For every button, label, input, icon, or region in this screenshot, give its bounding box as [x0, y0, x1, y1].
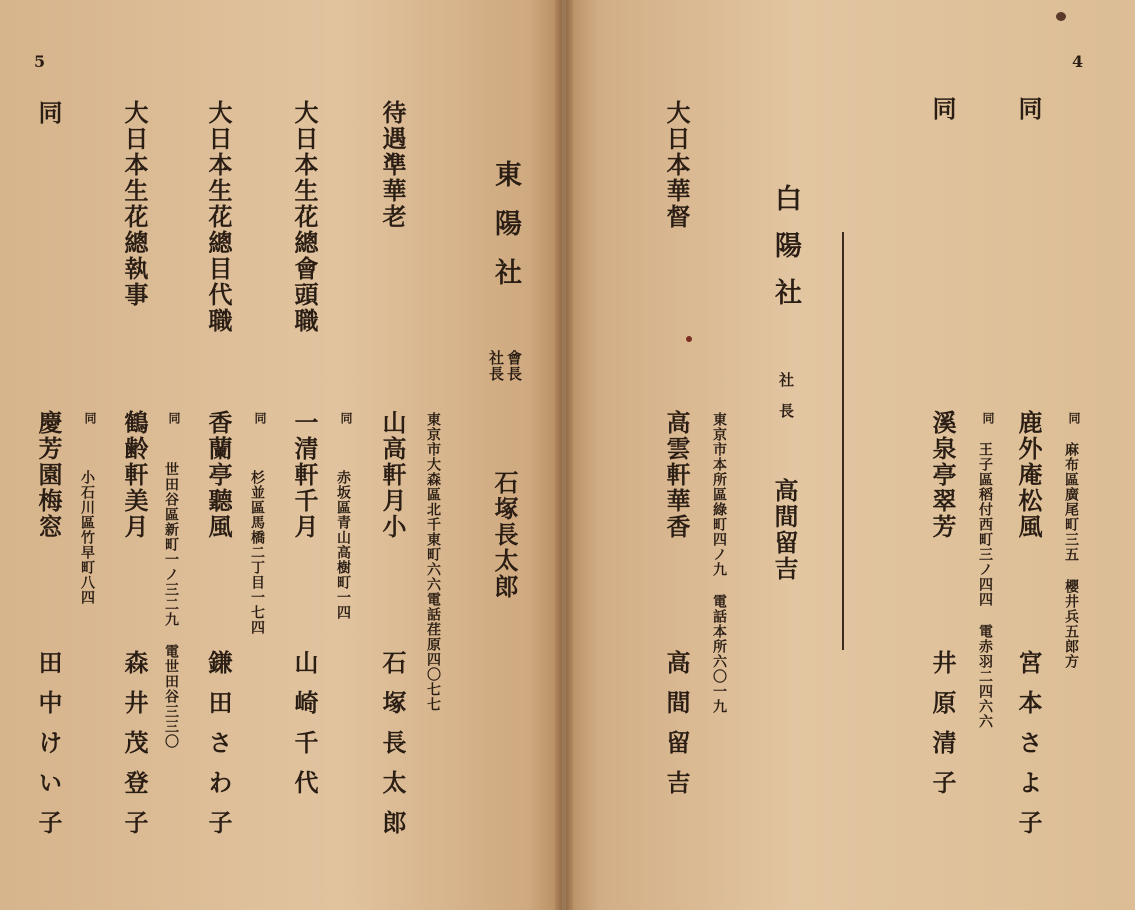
entry-kouran-name: 香蘭亭聽風: [204, 410, 233, 540]
hakuyou-sha-title: 白陽社: [770, 184, 801, 325]
entry-rokugai-real: 宮本さよ子: [1014, 650, 1043, 850]
entry-dou-4: 同: [167, 412, 181, 424]
entry-keisen-name: 溪泉亭翠芳: [928, 410, 957, 540]
entry-dou-a: 同: [1014, 96, 1043, 122]
address-suginami: 杉並區馬橋二丁目一七四: [249, 470, 265, 635]
title-taigu: 待遇準華老: [378, 100, 407, 230]
entry-issei-real: 山崎千代: [290, 650, 319, 810]
title-exec: 大日本生花總執事: [120, 100, 149, 308]
stain-spot: [1056, 12, 1066, 21]
title-mokudai: 大日本生花總目代職: [204, 100, 233, 334]
touyou-president: 石塚長太郎: [490, 470, 519, 600]
entry-kakurei-name: 鶴齢軒美月: [120, 410, 149, 540]
entry-dou-5: 同: [83, 412, 97, 424]
title-katoku: 大日本華督: [662, 100, 691, 230]
entry-kouran-real: 鎌田さわ子: [204, 650, 233, 850]
entry-kouun-real: 高間留吉: [662, 650, 691, 810]
label-shachou: 社長: [487, 350, 505, 382]
label-hakuyou-shachou: 社長: [777, 372, 795, 434]
address-akasaka: 赤坂區青山高樹町一四: [335, 470, 351, 620]
address-oomori: 東京市大森區北千東町六六電話荏原四〇七七: [425, 412, 441, 712]
entry-keihou-name: 慶芳園梅窓: [34, 410, 63, 540]
entry-keisen-real: 井原清子: [928, 650, 957, 810]
entry-dou-2: 同: [339, 412, 353, 424]
touyou-sha-title: 東陽社: [490, 160, 521, 307]
address-honjo: 東京市本所區綠町四ノ九 電話本所六〇一九: [711, 412, 727, 714]
label-kaichou: 會長: [505, 350, 523, 382]
entry-dou-b: 同: [928, 96, 957, 122]
left-page: [0, 0, 562, 910]
book-gutter: [555, 0, 573, 910]
left-page-number: 5: [34, 52, 46, 71]
entry-dou: 同: [34, 100, 63, 126]
hakuyou-president: 高間留吉: [770, 478, 799, 582]
entry-dou-3: 同: [253, 412, 267, 424]
entry-issei-name: 一清軒千月: [290, 410, 319, 540]
entry-dou-d: 同: [981, 412, 995, 424]
entry-kakurei-real: 森井茂登子: [120, 650, 149, 850]
divider-rule: [842, 232, 844, 650]
entry-rokugai-name: 鹿外庵松風: [1014, 410, 1043, 540]
right-page: [566, 0, 1135, 910]
address-koishikawa: 小石川區竹早町八四: [79, 470, 95, 605]
entry-kouun-name: 高雲軒華香: [662, 410, 691, 540]
right-page-number: 4: [1072, 52, 1084, 71]
entry-sankou-real: 石塚長太郎: [378, 650, 407, 850]
address-azabu: 麻布區廣尾町三五 櫻井兵五郎方: [1063, 442, 1079, 669]
ink-spot: [686, 336, 692, 342]
entry-keihou-real: 田中けい子: [34, 650, 63, 850]
entry-sankou-name: 山高軒月小: [378, 410, 407, 540]
address-setagaya: 世田谷區新町一ノ三二九 電世田谷三三〇: [163, 462, 179, 749]
title-kaitou: 大日本生花總會頭職: [290, 100, 319, 334]
address-ouji: 王子區稻付西町三ノ四四 電赤羽二四六六: [977, 442, 993, 729]
entry-dou-c: 同: [1067, 412, 1081, 424]
